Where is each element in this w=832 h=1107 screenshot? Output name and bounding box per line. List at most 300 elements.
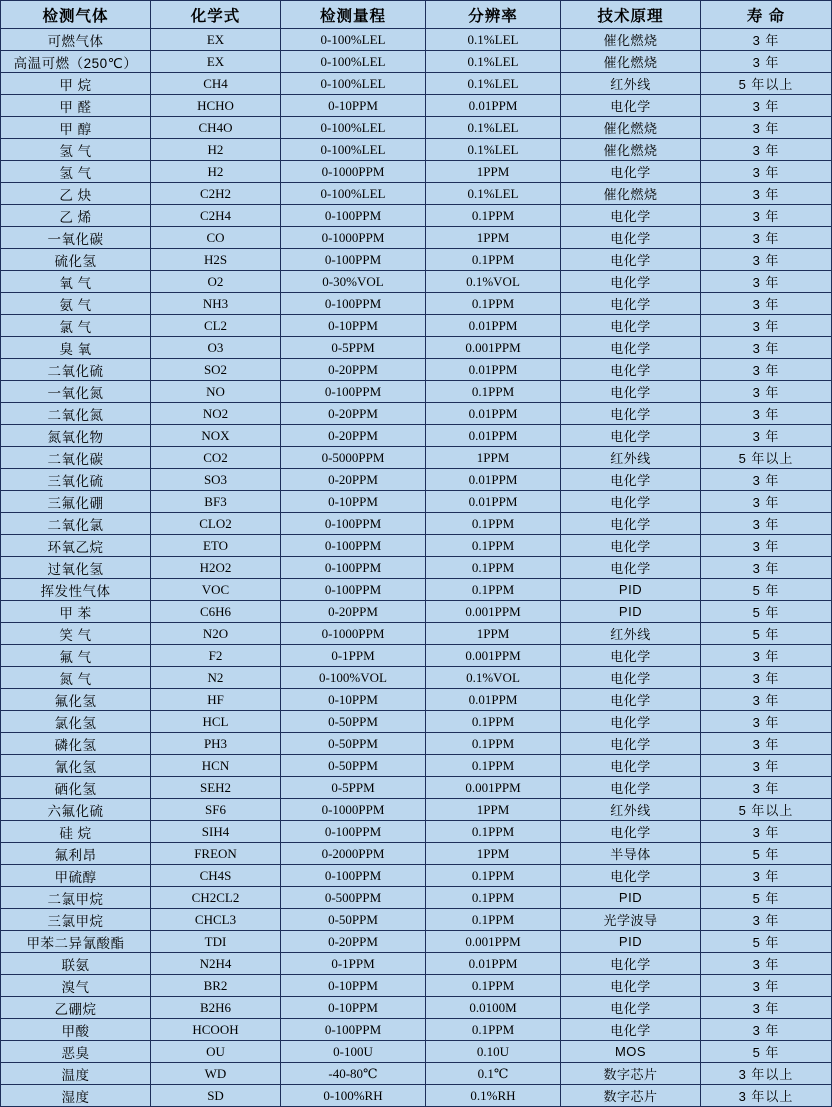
- cell-gas: 硒化氢: [1, 777, 151, 799]
- cell-life: 3 年: [701, 95, 832, 117]
- cell-range: 0-5PPM: [281, 777, 426, 799]
- cell-formula: SO3: [151, 469, 281, 491]
- cell-life: 3 年: [701, 205, 832, 227]
- cell-resolution: 0.1PPM: [426, 205, 561, 227]
- cell-principle: 电化学: [561, 469, 701, 491]
- table-row: [1, 623, 832, 645]
- cell-life: 3 年: [701, 865, 832, 887]
- cell-gas: 环氧乙烷: [1, 535, 151, 557]
- cell-range: 0-10PPM: [281, 315, 426, 337]
- cell-gas: 笑 气: [1, 623, 151, 645]
- cell-principle: 电化学: [561, 293, 701, 315]
- cell-resolution: 0.001PPM: [426, 337, 561, 359]
- table-row: [1, 689, 832, 711]
- cell-range: 0-100PPM: [281, 821, 426, 843]
- cell-resolution: 0.1PPM: [426, 909, 561, 931]
- cell-range: 0-100%LEL: [281, 117, 426, 139]
- cell-resolution: 0.01PPM: [426, 403, 561, 425]
- cell-formula: CH2CL2: [151, 887, 281, 909]
- cell-resolution: 0.1PPM: [426, 381, 561, 403]
- cell-life: 3 年: [701, 535, 832, 557]
- table-row: [1, 337, 832, 359]
- cell-principle: 电化学: [561, 645, 701, 667]
- cell-life: 3 年: [701, 821, 832, 843]
- cell-gas: 三氟化硼: [1, 491, 151, 513]
- cell-resolution: 0.1PPM: [426, 755, 561, 777]
- table-row: [1, 359, 832, 381]
- cell-resolution: 0.1%LEL: [426, 29, 561, 51]
- cell-life: 3 年: [701, 557, 832, 579]
- cell-gas: 联氨: [1, 953, 151, 975]
- cell-formula: SF6: [151, 799, 281, 821]
- cell-resolution: 0.10U: [426, 1041, 561, 1063]
- cell-resolution: 0.1%LEL: [426, 51, 561, 73]
- cell-formula: C2H2: [151, 183, 281, 205]
- cell-gas: 二氧化碳: [1, 447, 151, 469]
- cell-range: 0-20PPM: [281, 601, 426, 623]
- cell-gas: 温度: [1, 1063, 151, 1085]
- cell-gas: 氮 气: [1, 667, 151, 689]
- cell-range: 0-100%LEL: [281, 183, 426, 205]
- cell-formula: N2O: [151, 623, 281, 645]
- cell-range: 0-5000PPM: [281, 447, 426, 469]
- cell-life: 3 年: [701, 513, 832, 535]
- cell-life: 3 年以上: [701, 1085, 832, 1107]
- cell-range: 0-1000PPM: [281, 227, 426, 249]
- cell-principle: 电化学: [561, 689, 701, 711]
- cell-resolution: 0.1PPM: [426, 293, 561, 315]
- cell-principle: 电化学: [561, 161, 701, 183]
- cell-principle: 电化学: [561, 513, 701, 535]
- cell-range: 0-100%LEL: [281, 29, 426, 51]
- cell-gas: 二氧化氯: [1, 513, 151, 535]
- cell-formula: HCOOH: [151, 1019, 281, 1041]
- cell-principle: 催化燃烧: [561, 29, 701, 51]
- cell-life: 3 年: [701, 51, 832, 73]
- cell-resolution: 0.1PPM: [426, 1019, 561, 1041]
- table-row: [1, 557, 832, 579]
- cell-gas: 挥发性气体: [1, 579, 151, 601]
- table-row: [1, 447, 832, 469]
- cell-resolution: 1PPM: [426, 161, 561, 183]
- cell-gas: 甲 醇: [1, 117, 151, 139]
- cell-range: 0-100PPM: [281, 865, 426, 887]
- cell-principle: 电化学: [561, 491, 701, 513]
- table-row: [1, 535, 832, 557]
- cell-gas: 氨 气: [1, 293, 151, 315]
- cell-range: 0-1000PPM: [281, 799, 426, 821]
- cell-range: 0-1000PPM: [281, 161, 426, 183]
- cell-gas: 硫化氢: [1, 249, 151, 271]
- cell-gas: 乙硼烷: [1, 997, 151, 1019]
- cell-resolution: 0.1PPM: [426, 711, 561, 733]
- table-row: [1, 645, 832, 667]
- column-header-resolution: 分辨率: [426, 1, 561, 29]
- cell-life: 3 年: [701, 183, 832, 205]
- cell-resolution: 0.01PPM: [426, 425, 561, 447]
- table-row: [1, 249, 832, 271]
- cell-resolution: 0.1PPM: [426, 821, 561, 843]
- cell-life: 3 年: [701, 271, 832, 293]
- cell-resolution: 1PPM: [426, 843, 561, 865]
- cell-principle: 电化学: [561, 777, 701, 799]
- cell-range: 0-1000PPM: [281, 623, 426, 645]
- table-body: [1, 29, 832, 1107]
- cell-life: 3 年: [701, 469, 832, 491]
- cell-formula: O2: [151, 271, 281, 293]
- cell-principle: 催化燃烧: [561, 117, 701, 139]
- cell-principle: 电化学: [561, 315, 701, 337]
- cell-formula: NO: [151, 381, 281, 403]
- cell-gas: 氢 气: [1, 161, 151, 183]
- cell-principle: 电化学: [561, 711, 701, 733]
- cell-gas: 氰化氢: [1, 755, 151, 777]
- cell-formula: C6H6: [151, 601, 281, 623]
- cell-principle: 电化学: [561, 1019, 701, 1041]
- cell-range: 0-500PPM: [281, 887, 426, 909]
- cell-gas: 甲 烷: [1, 73, 151, 95]
- cell-life: 3 年以上: [701, 1063, 832, 1085]
- cell-resolution: 0.1℃: [426, 1063, 561, 1085]
- table-row: [1, 293, 832, 315]
- cell-gas: 甲硫醇: [1, 865, 151, 887]
- table-header: [1, 1, 832, 29]
- cell-gas: 氢 气: [1, 139, 151, 161]
- cell-formula: NOX: [151, 425, 281, 447]
- cell-life: 5 年: [701, 623, 832, 645]
- cell-resolution: 0.001PPM: [426, 645, 561, 667]
- cell-life: 3 年: [701, 975, 832, 997]
- cell-resolution: 0.1%LEL: [426, 73, 561, 95]
- cell-range: 0-5PPM: [281, 337, 426, 359]
- cell-formula: N2: [151, 667, 281, 689]
- cell-formula: B2H6: [151, 997, 281, 1019]
- table-row: [1, 821, 832, 843]
- cell-life: 3 年: [701, 381, 832, 403]
- cell-formula: EX: [151, 51, 281, 73]
- table-row: [1, 513, 832, 535]
- cell-life: 3 年: [701, 953, 832, 975]
- cell-resolution: 0.01PPM: [426, 491, 561, 513]
- cell-gas: 一氧化氮: [1, 381, 151, 403]
- cell-principle: 电化学: [561, 755, 701, 777]
- table-row: [1, 975, 832, 997]
- table-row: [1, 909, 832, 931]
- cell-formula: CO2: [151, 447, 281, 469]
- cell-gas: 氟 气: [1, 645, 151, 667]
- table-row: [1, 469, 832, 491]
- table-row: [1, 997, 832, 1019]
- cell-life: 3 年: [701, 29, 832, 51]
- cell-life: 5 年: [701, 601, 832, 623]
- cell-life: 5 年: [701, 843, 832, 865]
- cell-principle: 电化学: [561, 667, 701, 689]
- table-row: [1, 381, 832, 403]
- cell-resolution: 0.1PPM: [426, 865, 561, 887]
- cell-formula: F2: [151, 645, 281, 667]
- cell-formula: H2: [151, 161, 281, 183]
- cell-range: 0-100%LEL: [281, 139, 426, 161]
- table-row: [1, 799, 832, 821]
- cell-range: 0-100%LEL: [281, 73, 426, 95]
- table-row: [1, 29, 832, 51]
- cell-life: 3 年: [701, 403, 832, 425]
- cell-formula: BF3: [151, 491, 281, 513]
- cell-range: 0-100PPM: [281, 535, 426, 557]
- table-row: [1, 117, 832, 139]
- cell-principle: 电化学: [561, 227, 701, 249]
- cell-range: 0-10PPM: [281, 95, 426, 117]
- cell-principle: 电化学: [561, 997, 701, 1019]
- cell-life: 5 年以上: [701, 73, 832, 95]
- cell-principle: 数字芯片: [561, 1063, 701, 1085]
- cell-formula: BR2: [151, 975, 281, 997]
- cell-gas: 甲 醛: [1, 95, 151, 117]
- cell-resolution: 0.1%VOL: [426, 271, 561, 293]
- cell-life: 3 年: [701, 755, 832, 777]
- cell-life: 3 年: [701, 689, 832, 711]
- table-row: [1, 271, 832, 293]
- cell-resolution: 0.1PPM: [426, 887, 561, 909]
- cell-gas: 氯 气: [1, 315, 151, 337]
- cell-range: 0-50PPM: [281, 755, 426, 777]
- cell-principle: 电化学: [561, 535, 701, 557]
- cell-gas: 氯化氢: [1, 711, 151, 733]
- cell-life: 3 年: [701, 425, 832, 447]
- cell-formula: H2: [151, 139, 281, 161]
- cell-life: 3 年: [701, 909, 832, 931]
- cell-range: 0-10PPM: [281, 975, 426, 997]
- cell-gas: 过氧化氢: [1, 557, 151, 579]
- table-row: [1, 601, 832, 623]
- cell-resolution: 0.1%VOL: [426, 667, 561, 689]
- cell-principle: 电化学: [561, 425, 701, 447]
- cell-gas: 氟利昂: [1, 843, 151, 865]
- column-header-range: 检测量程: [281, 1, 426, 29]
- cell-formula: HF: [151, 689, 281, 711]
- cell-formula: OU: [151, 1041, 281, 1063]
- cell-formula: CH4: [151, 73, 281, 95]
- cell-formula: CLO2: [151, 513, 281, 535]
- cell-resolution: 0.1PPM: [426, 513, 561, 535]
- cell-gas: 一氧化碳: [1, 227, 151, 249]
- column-header-gas: 检测气体: [1, 1, 151, 29]
- table-row: [1, 1041, 832, 1063]
- cell-life: 3 年: [701, 315, 832, 337]
- cell-life: 5 年以上: [701, 447, 832, 469]
- cell-life: 3 年: [701, 645, 832, 667]
- cell-formula: N2H4: [151, 953, 281, 975]
- cell-gas: 二氯甲烷: [1, 887, 151, 909]
- cell-range: 0-100PPM: [281, 381, 426, 403]
- cell-formula: NO2: [151, 403, 281, 425]
- cell-formula: HCHO: [151, 95, 281, 117]
- cell-life: 3 年: [701, 711, 832, 733]
- cell-life: 3 年: [701, 139, 832, 161]
- table-row: [1, 139, 832, 161]
- cell-formula: CH4O: [151, 117, 281, 139]
- table-row: [1, 887, 832, 909]
- cell-range: 0-100PPM: [281, 557, 426, 579]
- cell-life: 3 年: [701, 1019, 832, 1041]
- cell-resolution: 0.1PPM: [426, 557, 561, 579]
- cell-principle: 电化学: [561, 249, 701, 271]
- cell-gas: 可燃气体: [1, 29, 151, 51]
- cell-resolution: 1PPM: [426, 623, 561, 645]
- cell-gas: 二氧化硫: [1, 359, 151, 381]
- cell-formula: CL2: [151, 315, 281, 337]
- table-row: [1, 51, 832, 73]
- cell-life: 5 年: [701, 579, 832, 601]
- table-row: [1, 953, 832, 975]
- cell-formula: PH3: [151, 733, 281, 755]
- cell-range: 0-20PPM: [281, 469, 426, 491]
- cell-resolution: 0.0100M: [426, 997, 561, 1019]
- cell-life: 3 年: [701, 359, 832, 381]
- cell-range: 0-100PPM: [281, 205, 426, 227]
- cell-life: 5 年: [701, 931, 832, 953]
- cell-principle: 红外线: [561, 447, 701, 469]
- cell-gas: 溴气: [1, 975, 151, 997]
- cell-range: 0-2000PPM: [281, 843, 426, 865]
- cell-resolution: 0.1%LEL: [426, 139, 561, 161]
- cell-principle: PID: [561, 887, 701, 909]
- cell-resolution: 0.01PPM: [426, 359, 561, 381]
- cell-resolution: 0.001PPM: [426, 777, 561, 799]
- cell-principle: 半导体: [561, 843, 701, 865]
- table-row: [1, 403, 832, 425]
- cell-principle: 电化学: [561, 975, 701, 997]
- cell-range: 0-20PPM: [281, 931, 426, 953]
- cell-formula: SIH4: [151, 821, 281, 843]
- cell-gas: 恶臭: [1, 1041, 151, 1063]
- cell-resolution: 0.1PPM: [426, 975, 561, 997]
- cell-formula: SEH2: [151, 777, 281, 799]
- cell-formula: H2S: [151, 249, 281, 271]
- cell-life: 3 年: [701, 491, 832, 513]
- cell-principle: 电化学: [561, 381, 701, 403]
- cell-resolution: 0.1PPM: [426, 733, 561, 755]
- cell-gas: 硅 烷: [1, 821, 151, 843]
- cell-principle: 电化学: [561, 205, 701, 227]
- cell-gas: 氧 气: [1, 271, 151, 293]
- cell-gas: 氟化氢: [1, 689, 151, 711]
- table-row: [1, 95, 832, 117]
- cell-life: 3 年: [701, 227, 832, 249]
- cell-principle: 光学波导: [561, 909, 701, 931]
- table-row: [1, 931, 832, 953]
- table-row: [1, 205, 832, 227]
- cell-life: 3 年: [701, 667, 832, 689]
- table-row: [1, 161, 832, 183]
- cell-range: 0-50PPM: [281, 711, 426, 733]
- cell-resolution: 0.1%LEL: [426, 183, 561, 205]
- cell-range: 0-20PPM: [281, 425, 426, 447]
- cell-principle: 电化学: [561, 359, 701, 381]
- cell-formula: NH3: [151, 293, 281, 315]
- cell-life: 3 年: [701, 997, 832, 1019]
- cell-principle: 催化燃烧: [561, 183, 701, 205]
- cell-range: -40-80℃: [281, 1063, 426, 1085]
- cell-principle: MOS: [561, 1041, 701, 1063]
- cell-range: 0-20PPM: [281, 359, 426, 381]
- cell-gas: 二氧化氮: [1, 403, 151, 425]
- table-row: [1, 733, 832, 755]
- cell-range: 0-100%LEL: [281, 51, 426, 73]
- cell-principle: PID: [561, 931, 701, 953]
- cell-formula: CO: [151, 227, 281, 249]
- table-row: [1, 425, 832, 447]
- cell-formula: HCN: [151, 755, 281, 777]
- cell-range: 0-100PPM: [281, 513, 426, 535]
- cell-range: 0-100PPM: [281, 1019, 426, 1041]
- table-row: [1, 865, 832, 887]
- cell-gas: 高温可燃（250℃）: [1, 51, 151, 73]
- cell-resolution: 0.1%LEL: [426, 117, 561, 139]
- cell-range: 0-100%VOL: [281, 667, 426, 689]
- cell-principle: PID: [561, 579, 701, 601]
- table-row: [1, 579, 832, 601]
- cell-range: 0-100PPM: [281, 249, 426, 271]
- cell-life: 3 年: [701, 117, 832, 139]
- cell-resolution: 0.01PPM: [426, 469, 561, 491]
- column-header-life: 寿 命: [701, 1, 832, 29]
- cell-gas: 湿度: [1, 1085, 151, 1107]
- cell-range: 0-100%RH: [281, 1085, 426, 1107]
- cell-resolution: 0.1%RH: [426, 1085, 561, 1107]
- cell-resolution: 1PPM: [426, 227, 561, 249]
- table-row: [1, 667, 832, 689]
- cell-resolution: 0.01PPM: [426, 953, 561, 975]
- cell-gas: 氮氧化物: [1, 425, 151, 447]
- cell-formula: TDI: [151, 931, 281, 953]
- cell-gas: 乙 烯: [1, 205, 151, 227]
- cell-principle: 电化学: [561, 337, 701, 359]
- cell-formula: C2H4: [151, 205, 281, 227]
- cell-formula: CH4S: [151, 865, 281, 887]
- cell-formula: CHCL3: [151, 909, 281, 931]
- cell-range: 0-50PPM: [281, 733, 426, 755]
- cell-principle: 催化燃烧: [561, 139, 701, 161]
- table-row: [1, 1019, 832, 1041]
- cell-life: 3 年: [701, 161, 832, 183]
- cell-principle: 电化学: [561, 557, 701, 579]
- cell-life: 3 年: [701, 733, 832, 755]
- cell-principle: 电化学: [561, 271, 701, 293]
- cell-gas: 甲 苯: [1, 601, 151, 623]
- table-header-row: [1, 1, 832, 29]
- cell-life: 5 年以上: [701, 799, 832, 821]
- cell-resolution: 0.01PPM: [426, 95, 561, 117]
- cell-life: 3 年: [701, 337, 832, 359]
- table-row: [1, 315, 832, 337]
- table-row: [1, 491, 832, 513]
- column-header-principle: 技术原理: [561, 1, 701, 29]
- cell-resolution: 0.01PPM: [426, 689, 561, 711]
- cell-principle: 电化学: [561, 95, 701, 117]
- cell-formula: FREON: [151, 843, 281, 865]
- cell-formula: VOC: [151, 579, 281, 601]
- cell-gas: 臭 氧: [1, 337, 151, 359]
- cell-range: 0-10PPM: [281, 491, 426, 513]
- cell-resolution: 0.1PPM: [426, 535, 561, 557]
- cell-formula: HCL: [151, 711, 281, 733]
- cell-life: 5 年: [701, 887, 832, 909]
- cell-principle: 电化学: [561, 403, 701, 425]
- cell-gas: 三氯甲烷: [1, 909, 151, 931]
- cell-life: 5 年: [701, 1041, 832, 1063]
- cell-formula: SD: [151, 1085, 281, 1107]
